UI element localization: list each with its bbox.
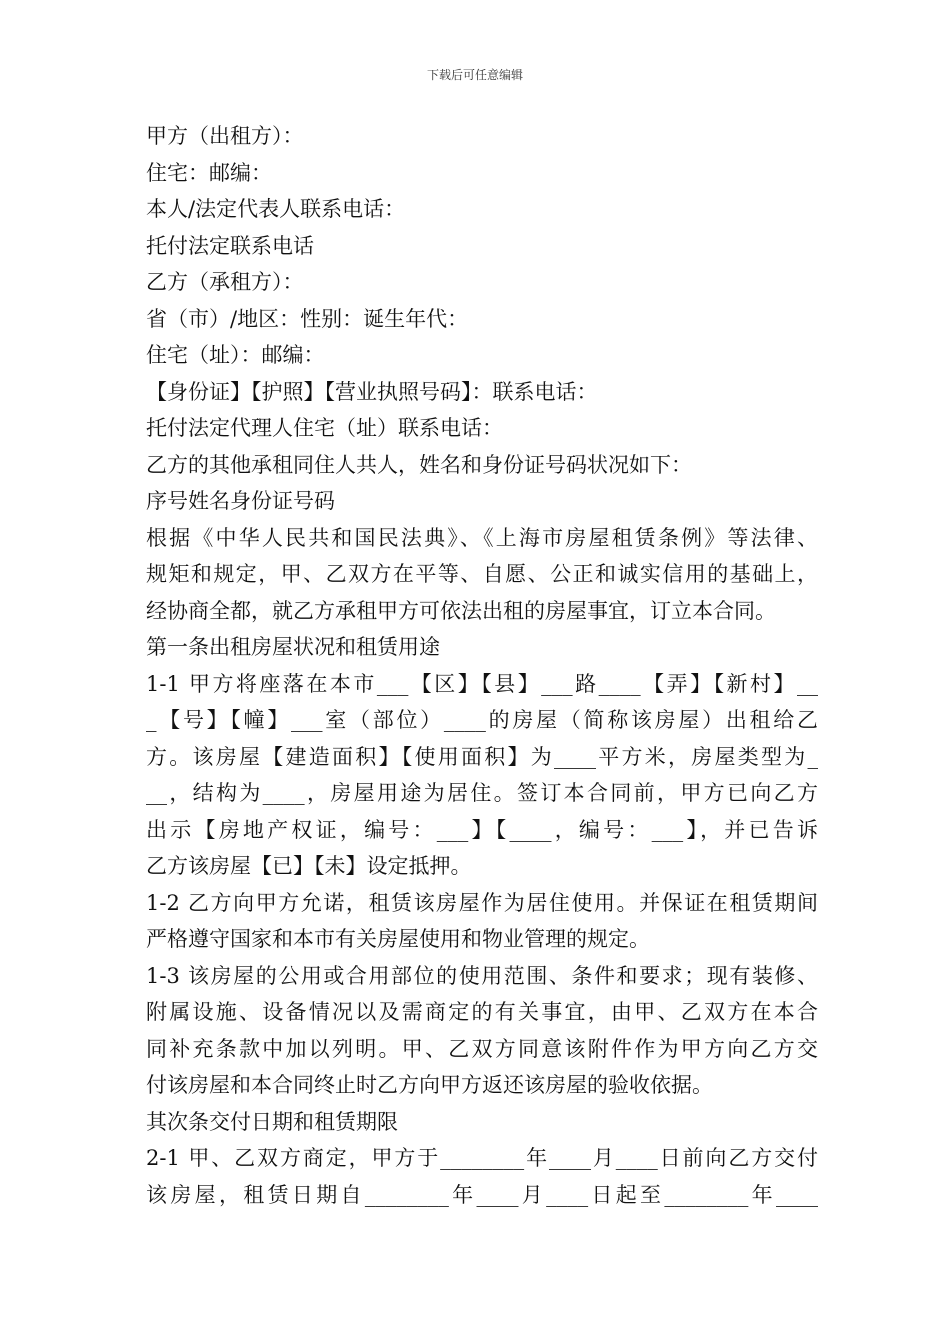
clause-2-1 — [146, 1140, 818, 1213]
party-b-label: 乙方（承租方）： — [146, 270, 304, 294]
preamble-paragraph — [146, 520, 818, 630]
article-2-heading: 其次条交付日期和租赁期限 — [146, 1109, 398, 1134]
contract-body — [146, 118, 818, 1213]
paragraph-line: 出示【房地产权证，编号：___】【____，编号：___】，并已告诉 — [146, 817, 818, 842]
paragraph-line: 方。该房屋【建造面积】【使用面积】为____平方米，房屋类型为_ — [146, 744, 818, 769]
party-b-id: 【身份证】【护照】【营业执照号码】：联系电话： — [146, 379, 598, 404]
party-a-phone: 本人/法定代表人联系电话： — [146, 197, 406, 221]
paragraph-line: 根据《中华人民共和国民法典》、《上海市房屋租赁条例》等法律、 — [146, 525, 818, 550]
party-a-label: 甲方（出租方）： — [146, 124, 304, 148]
paragraph-line: 该房屋，租赁日期自________年____月____日起至________年____ — [146, 1182, 818, 1207]
clause-1-1 — [146, 666, 818, 885]
paragraph-line: 经协商全都，就乙方承租甲方可依法出租的房屋事宜，订立本合同。 — [146, 598, 776, 623]
co-tenant-table-header: 序号姓名身份证号码 — [146, 489, 335, 513]
paragraph-line: 乙方该房屋【已】【未】设定抵押。 — [146, 854, 472, 878]
paragraph-line: __，结构为____，房屋用途为居住。签订本合同前，甲方已向乙方 — [146, 781, 818, 805]
party-b-agent: 托付法定代理人住宅（址）联系电话： — [146, 416, 503, 440]
paragraph-line: 附属设施、设备情况以及需商定的有关事宜，由甲、乙双方在本合 — [146, 1000, 818, 1024]
party-a-agent-phone: 托付法定联系电话 — [146, 233, 314, 258]
clause-1-2 — [146, 885, 818, 958]
paragraph-line: 1-3 该房屋的公用或合用部位的使用范围、条件和要求；现有装修、 — [146, 963, 818, 988]
page-header-watermark: 下载后可任意编辑 — [426, 68, 523, 82]
paragraph-line: _【号】【幢】___室（部位）____的房屋（简称该房屋）出租给乙 — [146, 708, 818, 732]
paragraph-line: 1-2 乙方向甲方允诺，租赁该房屋作为居住使用。并保证在租赁期间 — [146, 890, 818, 915]
clause-1-3 — [146, 958, 818, 1104]
paragraph-line: 1-1 甲方将座落在本市___【区】【县】___路____【弄】【新村】__ — [146, 671, 818, 696]
paragraph-line: 规矩和规定，甲、乙双方在平等、自愿、公正和诚实信用的基础上， — [146, 562, 818, 586]
co-tenants: 乙方的其他承租同住人共人，姓名和身份证号码状况如下： — [146, 452, 692, 477]
article-1-heading: 第一条出租房屋状况和租赁用途 — [146, 635, 440, 659]
paragraph-line: 同补充条款中加以列明。甲、乙双方同意该附件作为甲方向乙方交 — [146, 1036, 818, 1061]
paragraph-line: 严格遵守国家和本市有关房屋使用和物业管理的规定。 — [146, 927, 650, 951]
party-a-address: 住宅：邮编： — [146, 160, 272, 185]
paragraph-line: 2-1 甲、乙双方商定，甲方于________年____月____日前向乙方交付 — [146, 1146, 818, 1170]
paragraph-line: 付该房屋和本合同终止时乙方向甲方返还该房屋的验收依据。 — [146, 1073, 713, 1097]
party-b-region: 省（市）/地区：性别：诞生年代： — [146, 306, 469, 331]
party-b-address: 住宅（址）：邮编： — [146, 343, 325, 367]
